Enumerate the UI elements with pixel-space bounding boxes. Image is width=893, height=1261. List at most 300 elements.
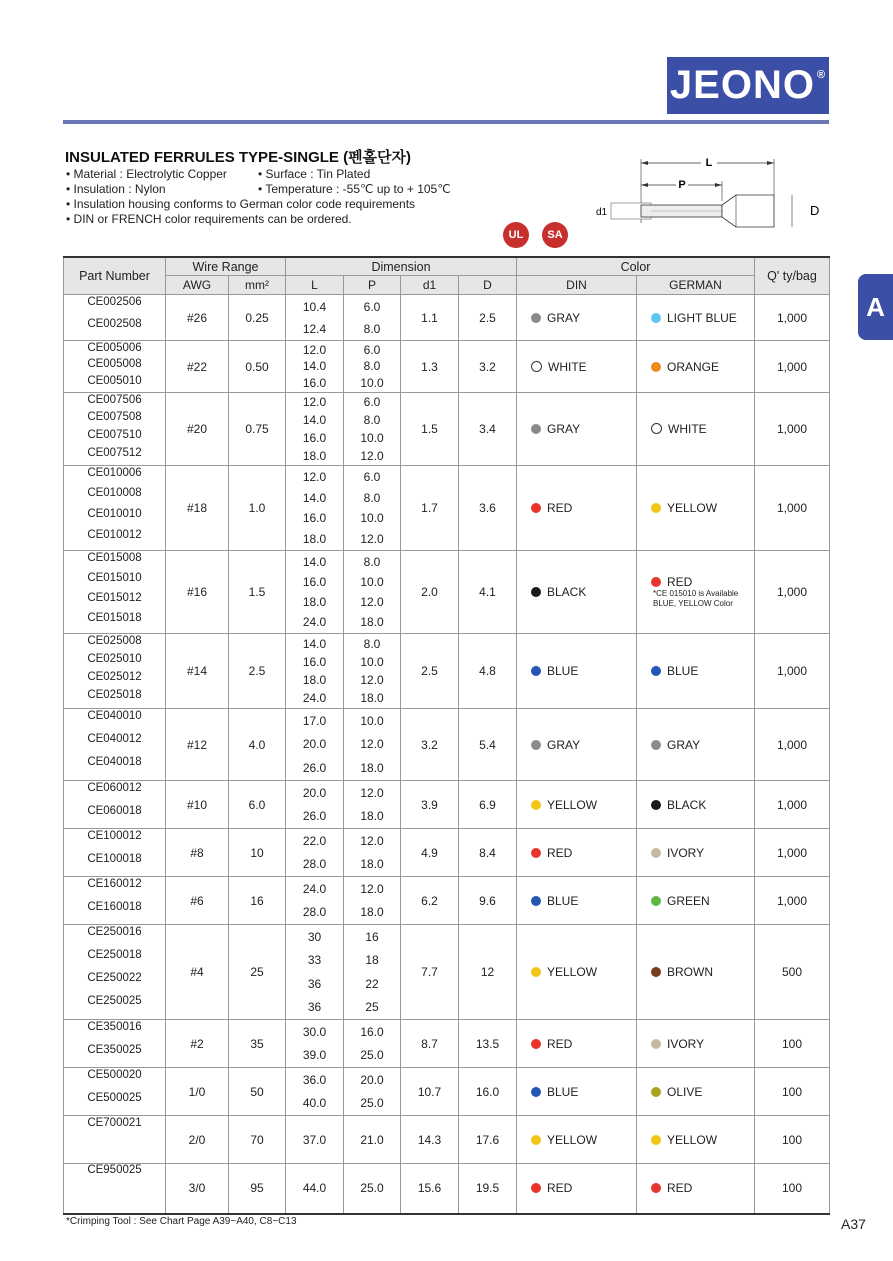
din-color-cell (517, 1020, 637, 1068)
spec-list (66, 167, 451, 227)
parts-value: CE060012 (87, 781, 142, 794)
parts-cell (64, 295, 166, 341)
color-dot-icon (651, 1087, 661, 1097)
P-value: 10.0 (360, 714, 384, 729)
awg-cell: #16 (166, 551, 229, 634)
qty-cell: 1,000 (755, 829, 830, 877)
D-cell: 2.5 (459, 295, 517, 341)
german-color-label: LIGHT BLUE (667, 310, 737, 325)
color-dot-icon (531, 800, 541, 810)
mm2-cell: 1.5 (229, 551, 286, 634)
qty-cell: 1,000 (755, 341, 830, 393)
parts-value: CE002506 (87, 295, 142, 308)
L-value: 16.0 (302, 654, 327, 669)
awg-cell: #18 (166, 466, 229, 551)
ferrule-table (63, 256, 830, 1215)
L-value: 14.0 (302, 636, 327, 651)
D-cell: 17.6 (459, 1116, 517, 1164)
P-value: 8.0 (363, 554, 381, 569)
L-value: 10.4 (302, 299, 327, 314)
awg-cell: #6 (166, 877, 229, 925)
header-P: P (344, 276, 401, 295)
header-d1: d1 (401, 276, 459, 295)
table-row (64, 295, 830, 341)
din-color-label: BLUE (547, 893, 579, 908)
parts-value: CE025018 (87, 689, 142, 702)
L-value: 16.0 (302, 430, 327, 445)
parts-value: CE950025 (87, 1164, 142, 1177)
d1-cell: 14.3 (401, 1116, 459, 1164)
L-value: 28.0 (302, 905, 327, 919)
D-cell: 4.8 (459, 634, 517, 709)
qty-cell: 1,000 (755, 634, 830, 709)
P-value: 12.0 (360, 532, 384, 547)
german-color-cell (637, 829, 755, 877)
color-dot-icon (651, 896, 661, 906)
color-dot-icon (651, 848, 661, 858)
D-cell: 9.6 (459, 877, 517, 925)
P-value: 10.0 (360, 376, 384, 391)
color-dot-icon (531, 967, 541, 977)
german-color-cell (637, 709, 755, 781)
awg-cell: #12 (166, 709, 229, 781)
L-value: 14.0 (302, 359, 327, 374)
D-cell: 6.9 (459, 781, 517, 829)
L-value: 24.0 (302, 882, 327, 896)
d1-cell: 1.5 (401, 393, 459, 466)
parts-value: CE005006 (87, 341, 142, 354)
P-value: 12.0 (360, 737, 384, 752)
P-cell (344, 634, 401, 709)
L-cell (286, 393, 344, 466)
parts-value: CE015008 (87, 551, 142, 564)
L-cell (286, 877, 344, 925)
spec-material: • Material : Electrolytic Copper (66, 167, 227, 181)
mm2-cell: 4.0 (229, 709, 286, 781)
german-color-cell (637, 1020, 755, 1068)
color-dot-icon (651, 800, 661, 810)
table-row (64, 341, 830, 393)
table-row (64, 1068, 830, 1116)
P-value: 12.0 (360, 595, 384, 610)
L-value: 12.0 (302, 342, 327, 357)
P-cell (344, 466, 401, 551)
P-value: 12.0 (360, 834, 384, 848)
color-dot-icon (651, 577, 661, 587)
L-cell (286, 634, 344, 709)
parts-value: CE040010 (87, 709, 142, 722)
L-value: 16.0 (302, 376, 327, 391)
header-wire-range: Wire Range (166, 257, 286, 276)
L-cell (286, 1020, 344, 1068)
L-cell (286, 551, 344, 634)
color-dot-icon (531, 1039, 541, 1049)
header-german: GERMAN (637, 276, 755, 295)
L-value: 14.0 (302, 413, 327, 428)
awg-cell: #26 (166, 295, 229, 341)
P-cell (344, 295, 401, 341)
awg-cell: 2/0 (166, 1116, 229, 1164)
table-row (64, 1020, 830, 1068)
L-value: 26.0 (302, 760, 327, 775)
header-color: Color (517, 257, 755, 276)
din-color-cell (517, 295, 637, 341)
color-dot-icon (531, 587, 541, 597)
P-value: 12.0 (360, 882, 384, 896)
awg-cell: #8 (166, 829, 229, 877)
din-color-cell (517, 877, 637, 925)
P-value: 8.0 (363, 359, 381, 374)
dim-d1-label: d1 (596, 207, 608, 218)
german-color-cell (637, 634, 755, 709)
brand-logo (667, 57, 829, 114)
german-color-cell (637, 925, 755, 1020)
P-value: 25 (365, 999, 379, 1014)
L-cell (286, 295, 344, 341)
page-number: A37 (841, 1216, 866, 1232)
awg-cell: #20 (166, 393, 229, 466)
L-value: 18.0 (302, 448, 327, 463)
P-cell (344, 1068, 401, 1116)
awg-cell: #10 (166, 781, 229, 829)
L-value: 39.0 (302, 1048, 327, 1062)
qty-cell: 1,000 (755, 551, 830, 634)
german-color-label: IVORY (667, 845, 705, 860)
parts-cell (64, 634, 166, 709)
L-value: 24.0 (302, 691, 327, 706)
P-value: 6.0 (363, 299, 381, 314)
din-color-label: RED (547, 845, 573, 860)
L-value: 36.0 (302, 1073, 327, 1087)
header-rule (63, 120, 829, 124)
din-color-label: YELLOW (547, 965, 598, 979)
P-value: 8.0 (363, 321, 381, 336)
L-value: 18.0 (302, 673, 327, 688)
din-color-cell (517, 709, 637, 781)
L-cell (286, 1116, 344, 1164)
spec-conform: • Insulation housing conforms to German color code requirements (66, 197, 416, 211)
table-row (64, 1116, 830, 1164)
german-color-label: RED (667, 1181, 693, 1196)
L-value: 30.0 (302, 1025, 327, 1039)
L-value: 22.0 (302, 834, 327, 848)
mm2-cell: 10 (229, 829, 286, 877)
german-color-label: RED (667, 575, 693, 589)
din-color-label: YELLOW (547, 1132, 598, 1147)
din-color-cell (517, 1068, 637, 1116)
parts-value: CE007510 (87, 429, 142, 441)
L-cell (286, 709, 344, 781)
color-dot-icon (531, 666, 541, 676)
P-value: 18.0 (360, 691, 384, 706)
L-value: 28.0 (302, 857, 327, 871)
P-cell (344, 829, 401, 877)
L-cell (286, 1164, 344, 1214)
P-value: 16.0 (360, 1025, 384, 1039)
color-dot-icon (531, 503, 541, 513)
mm2-cell: 1.0 (229, 466, 286, 551)
awg-cell: #2 (166, 1020, 229, 1068)
color-dot-icon (531, 424, 541, 434)
parts-value: CE250018 (87, 948, 142, 961)
german-color-label: YELLOW (667, 501, 718, 515)
parts-value: CE007508 (87, 411, 142, 424)
mm2-cell: 6.0 (229, 781, 286, 829)
parts-value: CE040018 (87, 756, 142, 769)
parts-cell (64, 925, 166, 1020)
D-cell: 3.6 (459, 466, 517, 551)
P-value: 18.0 (360, 615, 384, 630)
color-dot-icon (651, 740, 661, 750)
table-body (64, 295, 830, 1214)
parts-value: CE160018 (87, 900, 142, 913)
P-value: 10.0 (360, 511, 384, 526)
color-dot-icon (531, 1135, 541, 1145)
P-value: 25.0 (360, 1096, 384, 1110)
parts-cell (64, 781, 166, 829)
D-cell: 19.5 (459, 1164, 517, 1214)
L-value: 16.0 (302, 574, 327, 589)
qty-cell: 1,000 (755, 393, 830, 466)
L-value: 36 (307, 976, 322, 991)
d1-cell: 1.1 (401, 295, 459, 341)
qty-cell: 1,000 (755, 877, 830, 925)
qty-cell: 100 (755, 1020, 830, 1068)
awg-cell: 1/0 (166, 1068, 229, 1116)
L-value: 44.0 (302, 1181, 327, 1196)
d1-cell: 3.2 (401, 709, 459, 781)
header-D: D (459, 276, 517, 295)
table-row (64, 1164, 830, 1214)
parts-cell (64, 1068, 166, 1116)
color-dot-icon (531, 361, 542, 372)
L-cell (286, 781, 344, 829)
din-color-label: BLACK (547, 585, 587, 599)
din-color-label: GRAY (547, 422, 581, 436)
din-color-label: WHITE (548, 359, 587, 374)
table-row (64, 393, 830, 466)
table-row (64, 709, 830, 781)
table-row (64, 551, 830, 634)
color-dot-icon (651, 362, 661, 372)
din-color-label: BLUE (547, 664, 579, 678)
ferrule-diagram (596, 153, 826, 233)
P-cell (344, 1116, 401, 1164)
german-color-label: WHITE (668, 422, 707, 436)
german-color-cell (637, 393, 755, 466)
mm2-cell: 35 (229, 1020, 286, 1068)
german-color-cell (637, 1068, 755, 1116)
german-color-label: BLUE (667, 664, 699, 678)
din-color-label: RED (547, 1181, 573, 1196)
german-color-cell (637, 341, 755, 393)
P-value: 10.0 (360, 574, 384, 589)
L-value: 18.0 (302, 595, 327, 610)
parts-cell (64, 341, 166, 393)
din-color-label: RED (547, 1036, 573, 1051)
parts-value: CE015012 (87, 592, 142, 604)
d1-cell: 2.5 (401, 634, 459, 709)
mm2-cell: 70 (229, 1116, 286, 1164)
color-dot-icon (531, 896, 541, 906)
color-dot-icon (651, 313, 661, 323)
dim-L-label: L (705, 157, 713, 169)
d1-cell: 4.9 (401, 829, 459, 877)
L-value: 14.0 (302, 554, 327, 569)
P-value: 16 (365, 930, 379, 945)
parts-value: CE700021 (87, 1116, 142, 1129)
german-color-cell (637, 1164, 755, 1214)
color-dot-icon (651, 1135, 661, 1145)
mm2-cell: 2.5 (229, 634, 286, 709)
mm2-cell: 95 (229, 1164, 286, 1214)
german-color-cell (637, 781, 755, 829)
P-cell (344, 925, 401, 1020)
awg-cell: 3/0 (166, 1164, 229, 1214)
L-cell (286, 829, 344, 877)
L-value: 12.4 (302, 321, 327, 336)
parts-value: CE100018 (87, 852, 142, 865)
L-value: 18.0 (302, 532, 327, 547)
d1-cell: 10.7 (401, 1068, 459, 1116)
parts-cell (64, 393, 166, 466)
P-value: 10.0 (360, 654, 384, 669)
P-cell (344, 1020, 401, 1068)
qty-cell: 100 (755, 1164, 830, 1214)
P-value: 18.0 (360, 809, 384, 823)
L-value: 33 (307, 953, 322, 968)
qty-cell: 1,000 (755, 466, 830, 551)
din-color-cell (517, 341, 637, 393)
parts-value: CE007506 (87, 393, 142, 406)
P-cell (344, 551, 401, 634)
P-value: 8.0 (363, 636, 381, 651)
P-cell (344, 781, 401, 829)
mm2-cell: 50 (229, 1068, 286, 1116)
parts-cell (64, 466, 166, 551)
parts-value: CE250025 (87, 995, 142, 1008)
mm2-cell: 25 (229, 925, 286, 1020)
german-color-label: BROWN (667, 965, 713, 979)
d1-cell: 8.7 (401, 1020, 459, 1068)
qty-cell: 100 (755, 1116, 830, 1164)
P-cell (344, 877, 401, 925)
P-cell (344, 341, 401, 393)
color-dot-icon (651, 1039, 661, 1049)
d1-cell: 1.7 (401, 466, 459, 551)
mm2-cell: 0.50 (229, 341, 286, 393)
P-value: 18 (365, 953, 379, 968)
spec-temperature: • Temperature : -55℃ up to + 105℃ (258, 182, 451, 196)
parts-value: CE025012 (87, 671, 142, 683)
L-cell (286, 466, 344, 551)
section-tab[interactable]: A (858, 274, 893, 340)
L-value: 14.0 (302, 490, 327, 505)
qty-cell: 1,000 (755, 781, 830, 829)
mm2-cell: 0.75 (229, 393, 286, 466)
L-cell (286, 925, 344, 1020)
din-color-cell (517, 393, 637, 466)
P-value: 18.0 (360, 905, 384, 919)
parts-value: CE040012 (87, 732, 142, 745)
german-color-cell (637, 551, 755, 634)
P-value: 20.0 (360, 1073, 384, 1087)
parts-value: CE060018 (87, 804, 142, 817)
color-dot-icon (651, 503, 661, 513)
P-cell (344, 709, 401, 781)
D-cell: 3.2 (459, 341, 517, 393)
parts-value: CE025010 (87, 652, 142, 665)
table-row (64, 925, 830, 1020)
ul-cert-icon: UL (503, 222, 529, 248)
L-value: 36 (307, 999, 322, 1014)
spec-surface: • Surface : Tin Plated (258, 167, 371, 181)
color-dot-icon (651, 423, 662, 434)
P-value: 12.0 (360, 673, 384, 688)
csa-cert-icon: SA (542, 222, 568, 248)
german-color-cell (637, 1116, 755, 1164)
parts-value: CE160012 (87, 877, 142, 890)
P-value: 6.0 (363, 342, 381, 357)
awg-cell: #22 (166, 341, 229, 393)
page-title: INSULATED FERRULES TYPE-SINGLE (펜홀단자) (65, 149, 412, 166)
din-color-cell (517, 1116, 637, 1164)
table-row (64, 634, 830, 709)
parts-value: CE350016 (87, 1020, 142, 1033)
parts-value: CE005008 (87, 358, 142, 371)
parts-value: CE350025 (87, 1043, 142, 1056)
table-row (64, 829, 830, 877)
P-value: 6.0 (363, 469, 381, 484)
parts-value: CE010006 (87, 466, 142, 479)
parts-cell (64, 829, 166, 877)
parts-cell (64, 1020, 166, 1068)
L-value: 26.0 (302, 809, 327, 823)
P-value: 8.0 (363, 413, 381, 428)
parts-cell (64, 709, 166, 781)
d1-cell: 15.6 (401, 1164, 459, 1214)
header-awg: AWG (166, 276, 229, 295)
din-color-label: BLUE (547, 1084, 579, 1099)
din-color-cell (517, 551, 637, 634)
L-value: 30 (307, 930, 322, 945)
D-cell: 16.0 (459, 1068, 517, 1116)
d1-cell: 1.3 (401, 341, 459, 393)
parts-value: CE015010 (87, 571, 142, 584)
D-cell: 12 (459, 925, 517, 1020)
color-dot-icon (651, 967, 661, 977)
color-dot-icon (651, 1183, 661, 1193)
mm2-cell: 0.25 (229, 295, 286, 341)
german-color-label: GRAY (667, 737, 701, 752)
P-cell (344, 393, 401, 466)
L-value: 12.0 (302, 395, 327, 410)
brand-name: JEONO (669, 63, 815, 107)
L-value: 12.0 (302, 469, 327, 484)
brand-mark: ® (816, 69, 827, 81)
color-dot-icon (651, 666, 661, 676)
parts-value: CE002508 (87, 317, 142, 330)
d1-cell: 7.7 (401, 925, 459, 1020)
table-row (64, 781, 830, 829)
L-value: 17.0 (302, 714, 327, 729)
header-dimension: Dimension (286, 257, 517, 276)
parts-cell (64, 1164, 166, 1214)
d1-cell: 2.0 (401, 551, 459, 634)
parts-value: CE025008 (87, 634, 142, 647)
din-color-cell (517, 466, 637, 551)
din-color-cell (517, 634, 637, 709)
